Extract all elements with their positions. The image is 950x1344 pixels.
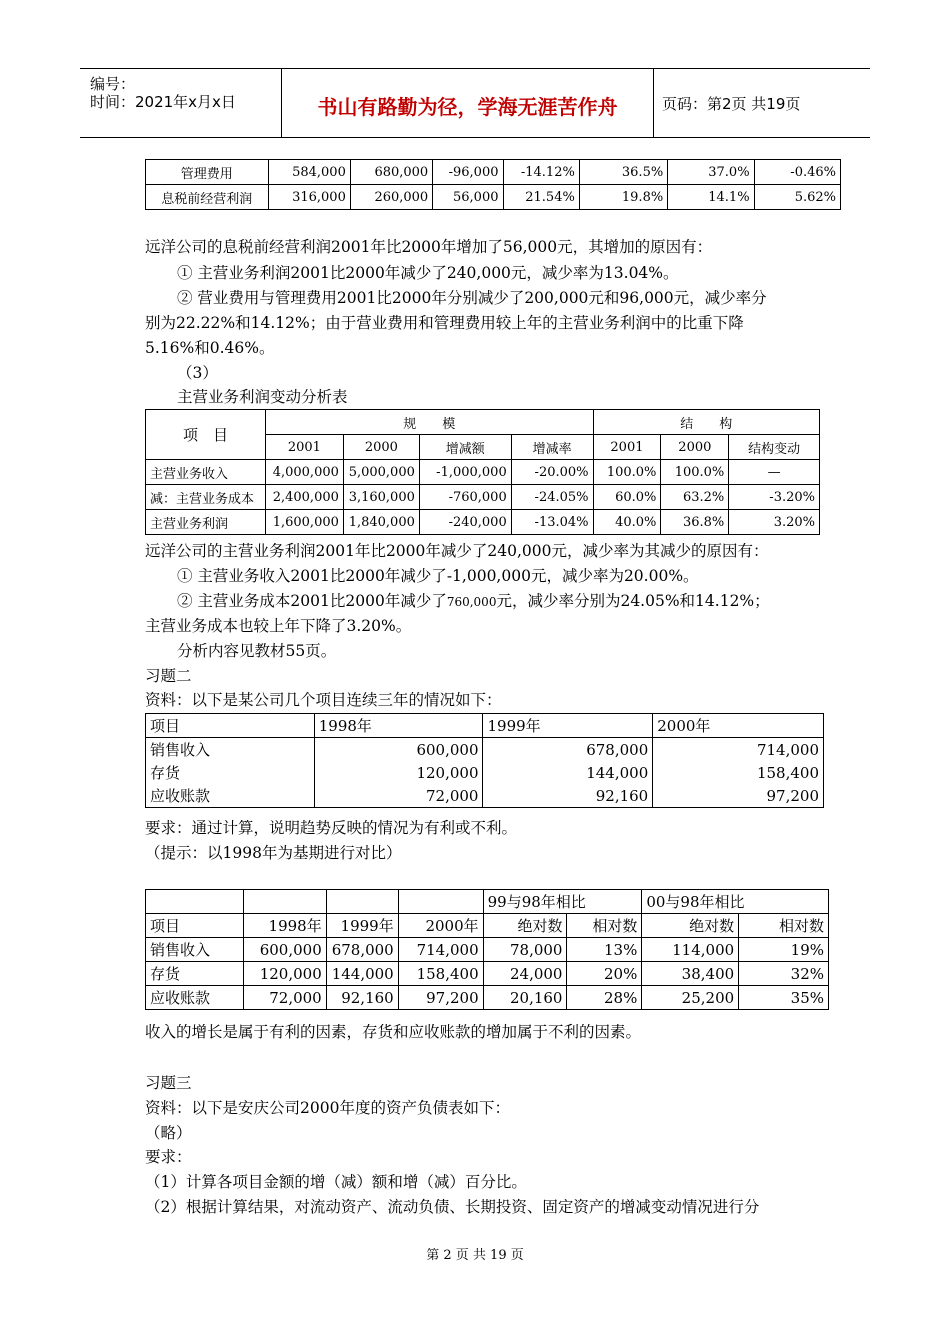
- table-subheader-row: 2001 2000 增减额 增减率 2001 2000 结构变动: [146, 435, 820, 460]
- table-row: 主营业务利润 1,600,000 1,840,000 -240,000 -13.04% 40.0% 36.8% 3.20%: [146, 510, 820, 535]
- page-number: 页码：第2页 共19页: [662, 95, 801, 113]
- table-row: 存货 120,000 144,000 158,400: [146, 761, 824, 784]
- expense-table: [145, 159, 841, 210]
- table-row: 应收账款 72,000 92,160 97,200 20,160 28% 25,200 35%: [146, 986, 829, 1010]
- paragraph: （1）计算各项目金额的增（减）额和增（减）百分比。: [145, 1173, 527, 1191]
- paragraph: 要求：通过计算，说明趋势反映的情况为有利或不利。: [145, 819, 518, 837]
- exercise-heading: 习题二: [145, 667, 192, 685]
- comparison-table: [145, 889, 829, 1010]
- paragraph: 5.16%和0.46%。: [145, 339, 275, 357]
- paragraph: 收入的增长是属于有利的因素，存货和应收账款的增加属于不利的因素。: [145, 1023, 642, 1041]
- page-header: [80, 68, 870, 138]
- table-row: 应收账款 72,000 92,160 97,200: [146, 784, 824, 808]
- scale-header: 规 模: [265, 410, 593, 435]
- table-header-row: 项目 1998年 1999年 2000年: [146, 714, 824, 738]
- group-header: 00与98年相比: [642, 890, 829, 914]
- table-group-header-row: [146, 890, 829, 914]
- section-number: （3）: [177, 364, 218, 382]
- header-info-cell: [80, 69, 282, 137]
- group-header: 99与98年相比: [483, 890, 642, 914]
- paragraph: 远洋公司的息税前经营利润2001年比2000年增加了56,000元，其增加的原因有：: [145, 238, 713, 256]
- paragraph: 资料：以下是某公司几个项目连续三年的情况如下：: [145, 691, 502, 709]
- document-number: 编号：: [90, 75, 136, 93]
- table-row: 管理费用 584,000 680,000 -96,000 -14.12% 36.5% 37.0% -0.46%: [146, 160, 841, 185]
- page-footer: 第 2 页 共 19 页: [426, 1248, 524, 1263]
- table-row: 减：主营业务成本 2,400,000 3,160,000 -760,000 -24.05% 60.0% 63.2% -3.20%: [146, 485, 820, 510]
- paragraph: （2）根据计算结果，对流动资产、流动负债、长期投资、固定资产的增减变动情况进行分: [145, 1198, 760, 1216]
- table-row: 息税前经营利润 316,000 260,000 56,000 21.54% 19.8% 14.1% 5.62%: [146, 185, 841, 210]
- table-row: 主营业务收入 4,000,000 5,000,000 -1,000,000 -20.00% 100.0% 100.0% —: [146, 460, 820, 485]
- paragraph: （提示：以1998年为基期进行对比）: [145, 844, 402, 862]
- paragraph: ① 主营业务利润2001比2000年减少了240,000元，减少率为13.04%。: [177, 264, 679, 282]
- profit-analysis-table: [145, 409, 820, 535]
- table-row: 存货 120,000 144,000 158,400 24,000 20% 38,400 32%: [146, 962, 829, 986]
- table-header-row: [146, 410, 820, 435]
- paragraph: 主营业务成本也较上年下降了3.20%。: [145, 617, 412, 635]
- paragraph: ② 营业费用与管理费用2001比2000年分别减少了200,000元和96,000元，减少率分: [177, 289, 767, 307]
- header-page-cell: [654, 69, 870, 137]
- paragraph: ② 主营业务成本2001比2000年减少了760,000元，减少率分别为24.05%和14.12%；: [177, 592, 770, 610]
- motto: 书山有路勤为径，学海无涯苦作舟: [317, 95, 618, 119]
- paragraph: 别为22.22%和14.12%；由于营业费用和管理费用较上年的主营业务利润中的比重下降: [145, 314, 744, 332]
- table-row: 销售收入 600,000 678,000 714,000 78,000 13% 114,000 19%: [146, 938, 829, 962]
- structure-header: 结 构: [593, 410, 819, 435]
- paragraph: 远洋公司的主营业务利润2001年比2000年减少了240,000元，减少率为其减少的原因有：: [145, 542, 769, 560]
- exercise-heading: 习题三: [145, 1074, 192, 1092]
- item-header: 项 目: [146, 410, 266, 460]
- paragraph: 要求：: [145, 1148, 192, 1166]
- paragraph: 资料：以下是安庆公司2000年度的资产负债表如下：: [145, 1099, 510, 1117]
- three-year-table: [145, 713, 824, 808]
- table-title: 主营业务利润变动分析表: [177, 388, 348, 406]
- paragraph: ① 主营业务收入2001比2000年减少了-1,000,000元，减少率为20.00%。: [177, 567, 699, 585]
- document-date: 时间：2021年x月x日: [90, 93, 236, 111]
- paragraph: 分析内容见教材55页。: [177, 642, 337, 660]
- header-motto-cell: [282, 69, 654, 137]
- paragraph: （略）: [145, 1124, 192, 1142]
- table-header-row: 项目 1998年 1999年 2000年 绝对数 相对数 绝对数 相对数: [146, 914, 829, 938]
- table-row: 销售收入 600,000 678,000 714,000: [146, 738, 824, 762]
